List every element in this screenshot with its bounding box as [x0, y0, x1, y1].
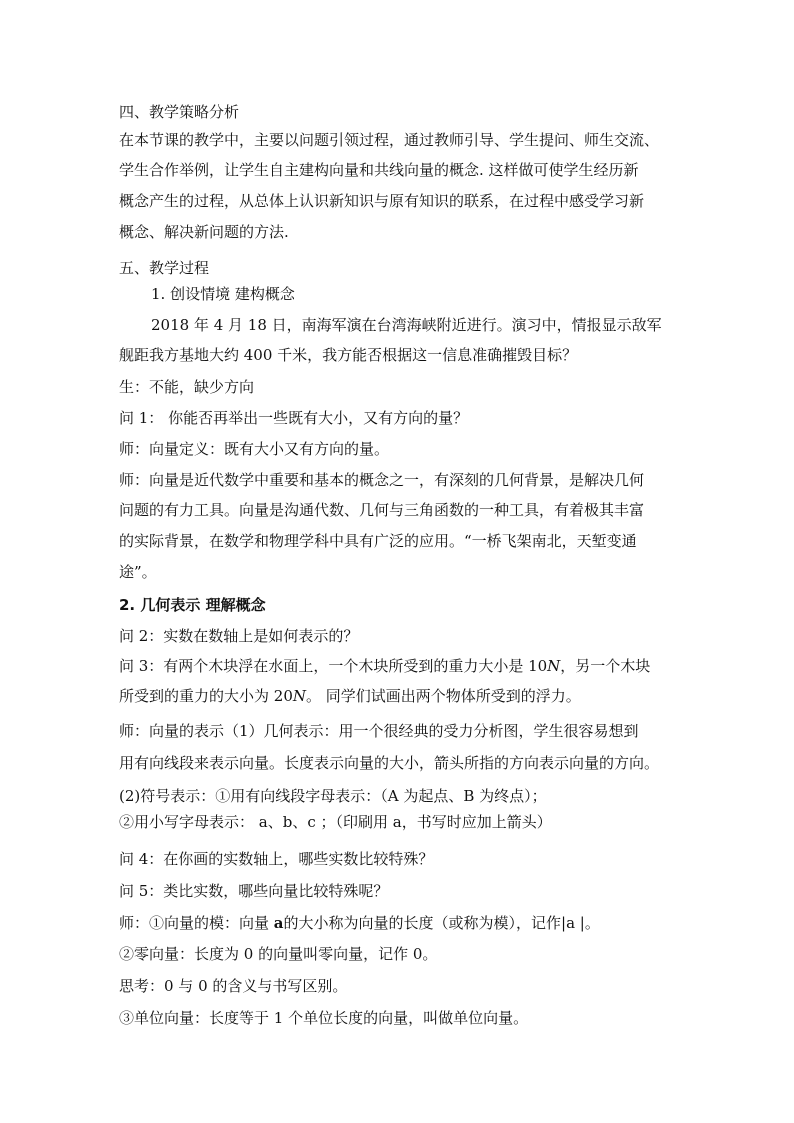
paragraph-line: 问题的有力工具。向量是沟通代数、几何与三角函数的一种工具，有着极其丰富	[119, 501, 645, 519]
paragraph-line: ②用小写字母表示： a、b、c ；（印刷用 a，书写时应加上箭头）	[119, 813, 552, 831]
paragraph-line: 在本节课的教学中，主要以问题引领过程，通过教师引导、学生提问、师生交流、	[119, 131, 660, 149]
subsection-heading-geometric: 2. 几何表示 理解概念	[119, 596, 266, 614]
text-span: 。 同学们试画出两个物体所受到的浮力。	[305, 687, 581, 705]
paragraph-line: 生：不能，缺少方向	[119, 378, 255, 396]
question-line: 问 4：在你画的实数轴上，哪些实数比较特殊？	[119, 850, 434, 868]
paragraph-line: 概念产生的过程，从总体上认识新知识与原有知识的联系，在过程中感受学习新	[119, 192, 645, 210]
paragraph-line: 的实际背景，在数学和物理学科中具有广泛的应用。“一桥飞架南北，天堑变通	[119, 532, 637, 550]
unit-newton: N	[292, 687, 306, 705]
text-span: 的大小称为向量的长度（或称为模），记作|a |。	[283, 914, 600, 932]
paragraph-line: 师：向量是近代数学中重要和基本的概念之一，有深刻的几何背景，是解决几何	[119, 471, 645, 489]
text-span: 所受到的重力的大小为 20	[119, 687, 293, 705]
paragraph-line: 舰距我方基地大约 400 千米，我方能否根据这一信息准确摧毁目标？	[119, 346, 578, 364]
vector-symbol: a	[273, 914, 284, 932]
text-span: ，另一个木块	[560, 657, 651, 675]
paragraph-line: 思考：0 与 0 的含义与书写区别。	[119, 977, 348, 995]
paragraph-line: 概念、解决新问题的方法.	[119, 223, 289, 241]
paragraph-line	[119, 913, 689, 933]
question-line: 问 5：类比实数，哪些向量比较特殊呢？	[119, 882, 389, 900]
subsection-heading-situation: 1. 创设情境 建构概念	[151, 285, 295, 303]
question-line	[119, 656, 689, 676]
paragraph-line: 师：向量的表示（1）几何表示：用一个很经典的受力分析图，学生很容易想到	[119, 722, 639, 740]
paragraph-line: 师：向量定义：既有大小又有方向的量。	[119, 440, 390, 458]
paragraph-line	[119, 686, 689, 706]
paragraph-line: (2)符号表示：①用有向线段字母表示：（A 为起点、B 为终点）；	[119, 787, 547, 805]
section-heading-teaching-process: 五、教学过程	[119, 259, 210, 277]
unit-newton: N	[547, 657, 561, 675]
paragraph-line: 用有向线段来表示向量。长度表示向量的大小，箭头所指的方向表示向量的方向。	[119, 754, 660, 772]
text-span: 问 3：有两个木块浮在水面上，一个木块所受到的重力大小是 10	[119, 657, 548, 675]
paragraph-line: 学生合作举例，让学生自主建构向量和共线向量的概念. 这样做可使学生经历新	[119, 161, 639, 179]
paragraph-line: 2018 年 4 月 18 日，南海军演在台湾海峡附近进行。演习中，情报显示敌军	[151, 316, 662, 334]
paragraph-line: 途”。	[119, 563, 157, 581]
question-line: 问 1： 你能否再举出一些既有大小，又有方向的量？	[119, 409, 469, 427]
paragraph-line: ②零向量：长度为 0 的向量叫零向量，记作 0。	[119, 945, 438, 963]
section-heading-teaching-strategy: 四、教学策略分析	[119, 103, 240, 121]
text-span: 师：①向量的模：向量	[119, 914, 274, 932]
paragraph-line: ③单位向量：长度等于 1 个单位长度的向量，叫做单位向量。	[119, 1009, 529, 1027]
question-line: 问 2：实数在数轴上是如何表示的？	[119, 627, 359, 645]
